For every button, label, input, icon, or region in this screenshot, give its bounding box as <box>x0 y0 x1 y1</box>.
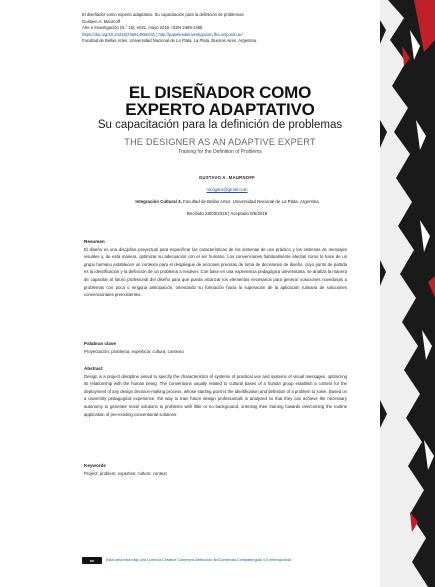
author-email[interactable]: nicogam@gmail.com <box>206 187 248 192</box>
palabras-section <box>84 340 347 355</box>
creative-commons-icon[interactable] <box>82 557 102 564</box>
title-es-line1: EL DISEÑADOR COMO <box>128 83 312 102</box>
abstract-text: Design is a project discipline aimed to specify the characteristics of systems of practical use and systems of visual messages, optimizing its relationship with the human being. The conventions usually related to cultural bases of a human group establish a context for the deployment of any design decision-making process, whose starting point is the identification and definition of a problem to solve. Based on a university pedagogical experience, the way to train future design professionals is analyzed so that they can achieve the necessary autonomy to generate novel solutions to problems with little or no background, orienting their training towards overcoming the routine application of pre-existing conventional solutions. <box>84 373 347 417</box>
title-es-line2: EXPERTO ADAPTATIVO <box>125 100 315 119</box>
received-dates: Recibido 28/03/2019 | Aceptado 8/5/2019 <box>186 211 268 216</box>
affiliation-label: Integración Cultural 3. <box>135 199 182 204</box>
running-title: El diseñador como experto adaptativo. Su capacitación para la definición de problemas <box>82 12 244 17</box>
palabras-heading: Palabras clave <box>84 341 116 346</box>
palabras-text: Proyectación; problema; experticia; cultura; contexto <box>84 348 184 354</box>
keywords-heading: Keywords <box>84 463 106 468</box>
issue-info: Arte e Investigación (N.° 15), e031, mayo 2019. ISSN 2469-1488 <box>82 25 203 31</box>
running-author: Gustavo A. Maurnoff <box>82 18 121 24</box>
subtitle-en: Training for the Definition of Problems <box>178 149 262 155</box>
abstract-heading: Abstract <box>84 366 103 371</box>
title-en: THE DESIGNER AS AN ADAPTIVE EXPERT <box>124 137 316 147</box>
title-block <box>70 84 370 156</box>
affiliation <box>82 196 372 208</box>
resumen-heading: Resumen <box>84 239 105 244</box>
author-block <box>82 172 372 220</box>
resumen-section <box>84 238 347 299</box>
cc-label: cc <box>89 557 95 563</box>
abstract-section <box>84 365 347 418</box>
author-name: GUSTAVO A. MAURNOFF <box>198 175 256 180</box>
doi-link[interactable]: https://doi.org/10.24215/24691488e031 | http://papelesdeinvestigacion.fba.unlp.edu.ar/ <box>82 31 243 37</box>
affiliation-text: Facultad de Bellas Artes. Universidad Nacional de La Plata. Argentina <box>182 199 319 204</box>
institution-line: Facultad de Bellas Artes. Universidad Nacional de La Plata. La Plata. Buenos Aires. Argentina. <box>82 38 258 44</box>
resumen-text: El diseño es una disciplina proyectual para especificar las características de los sistemas de uso práctico y los sistemas de mensajes visuales y, de esta manera, optimizar su adecuación con el ser humano. Los convenciones habitualmente afectan como lo hace de un grupo humano establecen un contexto para el despliegue de acciones precisas de toma de decisiones de diseño, cuyo punto de partida es la identificación y la definición de un problema a resolver. Con base en una experiencia pedagógica universitaria, se analiza la manera de capacitar al futuro profesional del diseño para que pueda alcanzar los elementos necesarios para generar soluciones novedosas a problemas con poca o ninguna anticipación, orientando su formación hacia la superación de la aplicación rutinaria de soluciones convencionales preexistentes. <box>84 246 347 298</box>
keywords-text: Project; problem; expertise; culture; context <box>84 470 167 476</box>
license-footer <box>82 555 382 565</box>
license-text[interactable]: Esta obra está bajo una Licencia Creative Commons Atribución-NoComercial-CompartirIgual 4.0 Internacional <box>106 558 291 562</box>
keywords-section <box>84 462 347 477</box>
article-header <box>82 12 352 45</box>
subtitle-es: Su capacitación para la definición de problemas <box>97 119 343 131</box>
decorative-artwork-strip <box>380 0 435 587</box>
